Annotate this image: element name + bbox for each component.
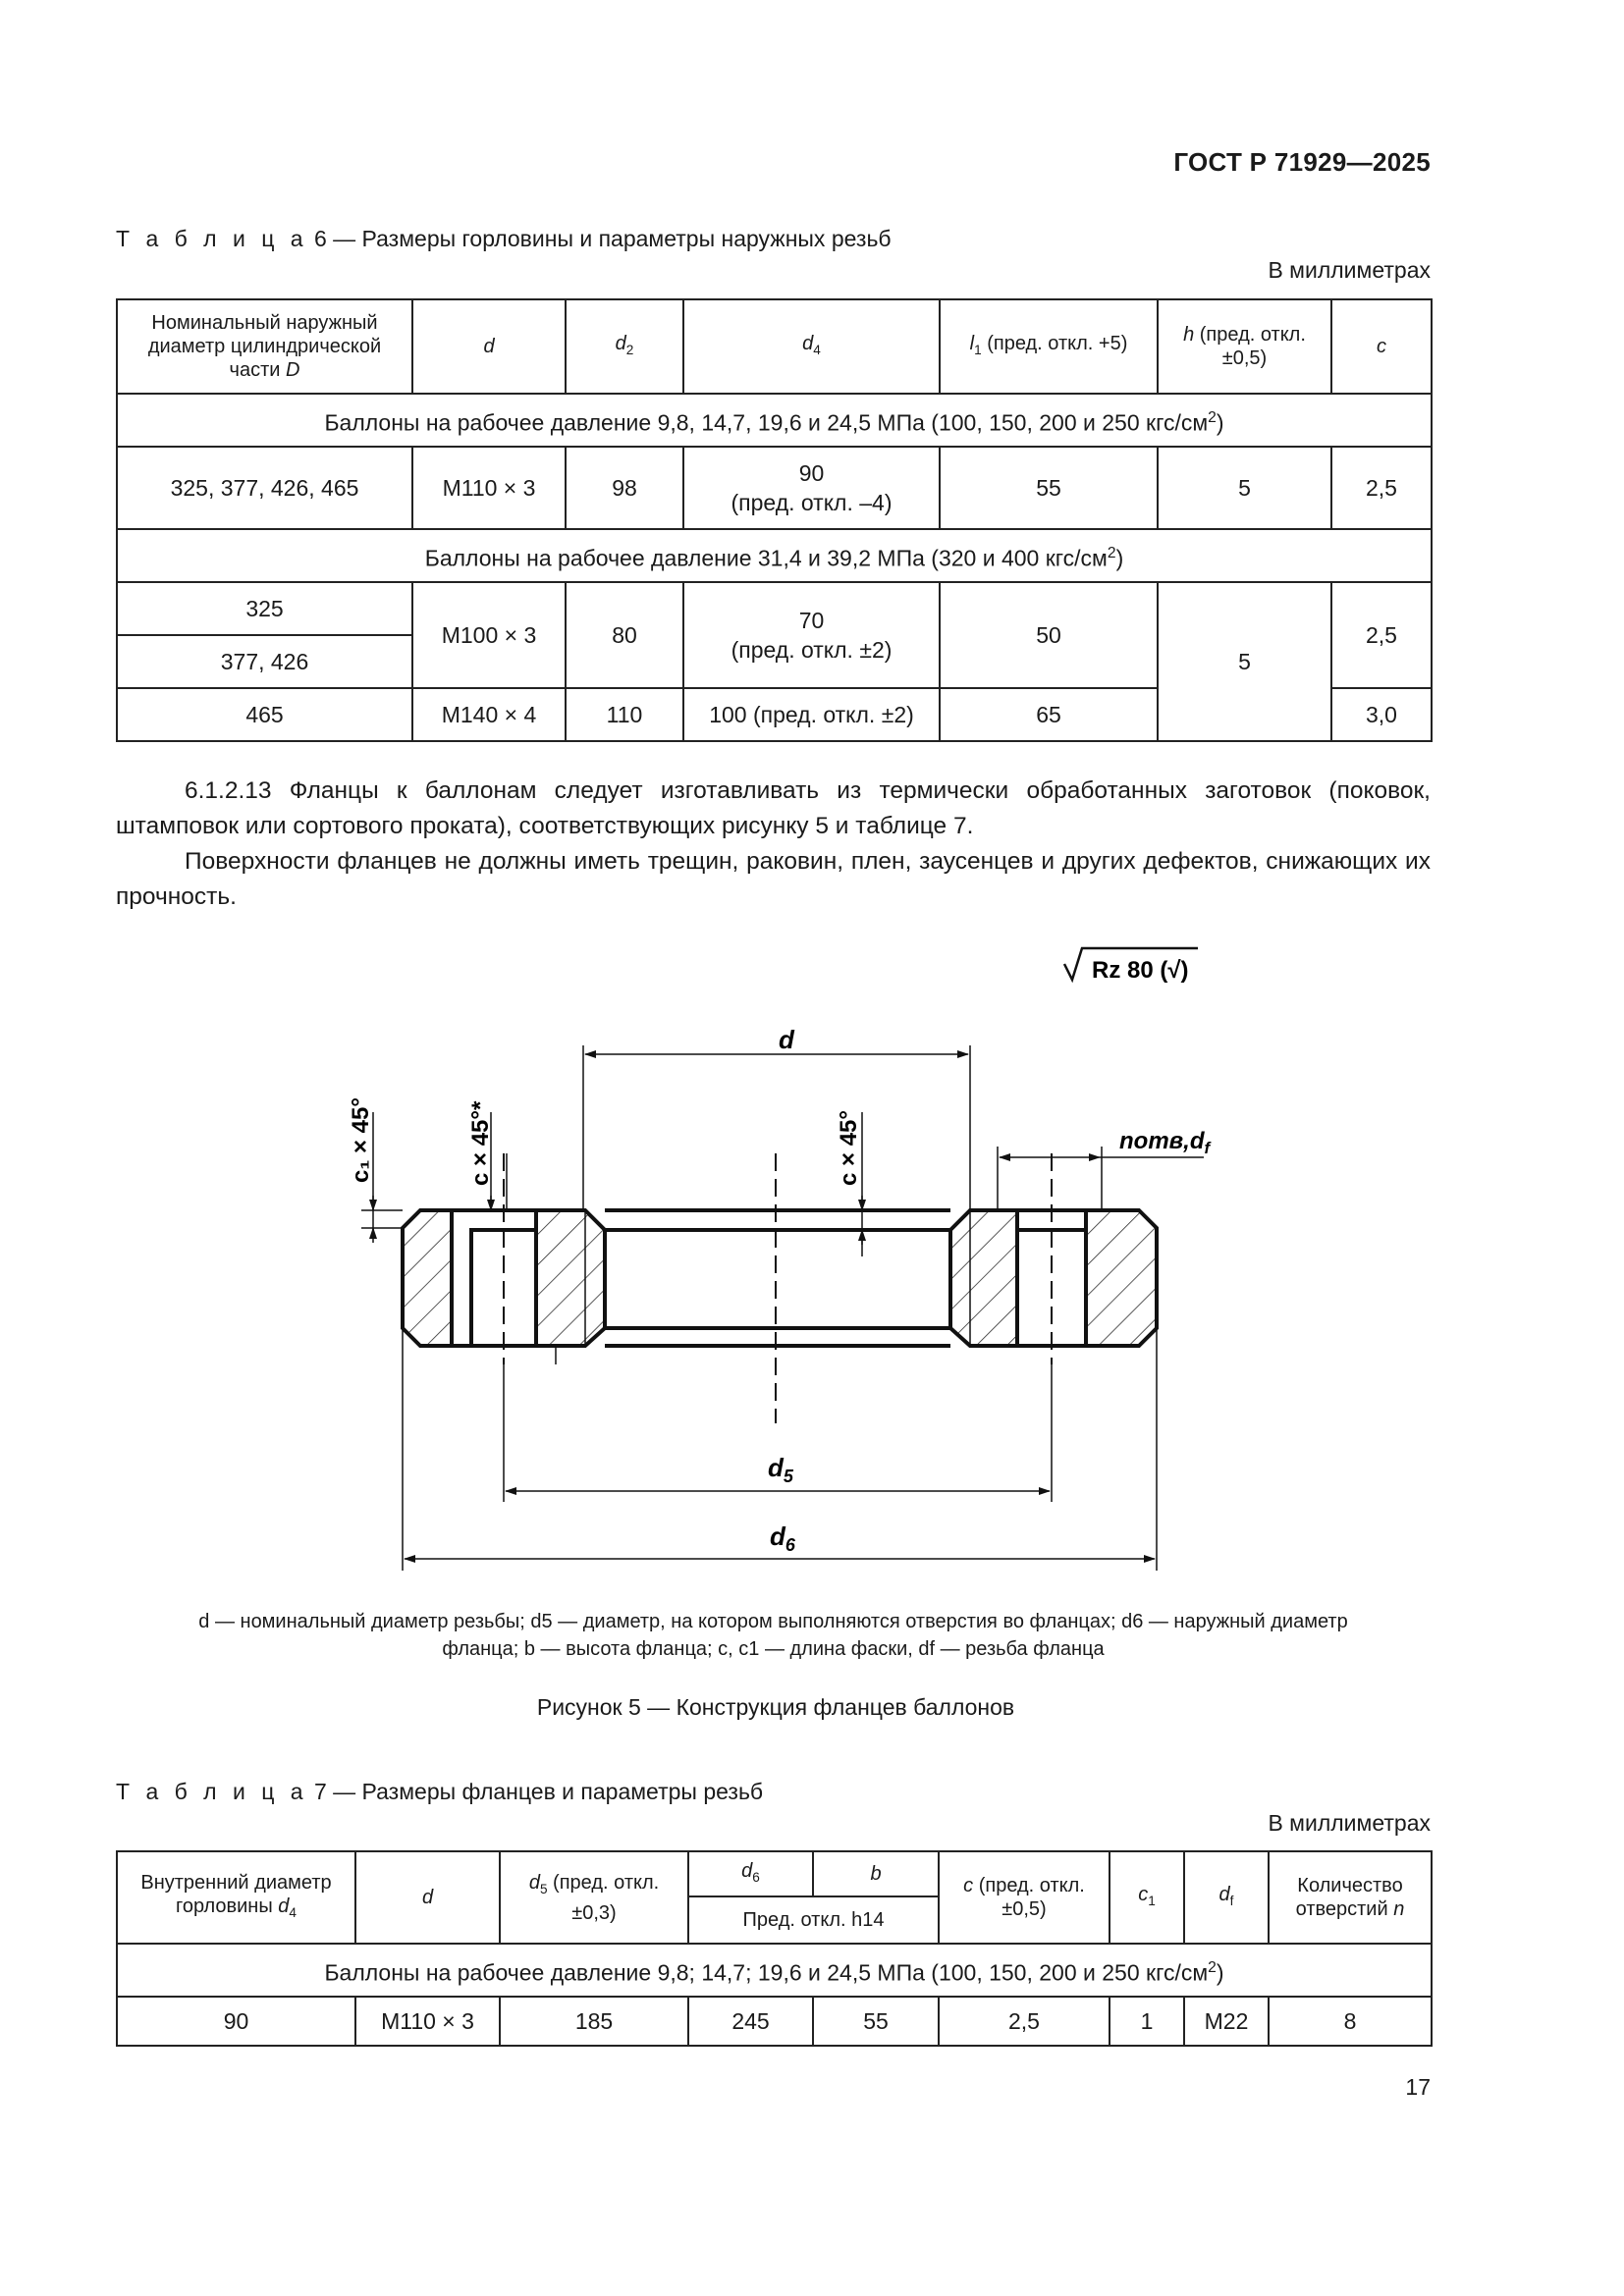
table6-head-d4: $d_4$ xyxy=(683,299,940,394)
legend-line-1: d — номинальный диаметр резьбы; d5 — диаметр, на котором выполняются отверстия во фланцах; d6 — наружный диаметр xyxy=(198,1611,1348,1632)
bolt-hole-dimension xyxy=(998,1128,1213,1210)
table7-head-c1: $c_1$ xyxy=(1110,1851,1184,1944)
dimension-d5-label: $d_5$ xyxy=(768,1453,793,1486)
table6-r3-l1: 65 xyxy=(940,688,1158,741)
table6-group1-title: Баллоны на рабочее давление 9,8, 14,7, 19,6 и 24,5 МПа (100, 150, 200 и 250 кгс/$см^2$) xyxy=(117,394,1432,447)
table6-r2-d: М100 × 3 xyxy=(412,582,566,688)
table6-r2-d2: 80 xyxy=(566,582,683,688)
table7 xyxy=(116,1850,1433,2047)
chamfer-c-star-label: c × 45°* xyxy=(467,1100,494,1186)
table6-r3-c: 3,0 xyxy=(1331,688,1432,741)
table6-r1-d2: 98 xyxy=(566,447,683,529)
body-text xyxy=(116,774,1431,915)
chamfer-c1-label: c₁ × 45° xyxy=(348,1097,374,1183)
table7-header-row-1 xyxy=(117,1851,1432,1896)
table6-r3-D: 465 xyxy=(117,688,412,741)
table7-r1-d5: 185 xyxy=(500,1997,688,2046)
table6-caption: Т а б л и ц а 6 — Размеры горловины и параметры наружных резьб xyxy=(116,226,892,251)
paragraph-surfaces: Поверхности фланцев не должны иметь трещин, раковин, плен, заусенцев и других дефектов, снижающих их прочность. xyxy=(116,848,1431,910)
table6 xyxy=(116,298,1433,742)
table6-r1-l1: 55 xyxy=(940,447,1158,529)
figure5-caption: Рисунок 5 — Конструкция фланцев баллонов xyxy=(536,1694,1015,1720)
table7-caption: Т а б л и ц а 7 — Размеры фланцев и параметры резьб xyxy=(116,1779,764,1804)
table6-head-h: h (пред. откл. ±0,5) xyxy=(1158,299,1331,394)
table7-r1-d6: 245 xyxy=(688,1997,813,2046)
table7-r1-d: М110 × 3 xyxy=(355,1997,500,2046)
table7-r1-b: 55 xyxy=(813,1997,939,2046)
roughness-label: Rz 80 (√) xyxy=(1092,957,1189,984)
paragraph-6-1-2-13: 6.1.2.13 Фланцы к баллонам следует изготавливать из термически обработанных заготовок (поковок, штамповок или сортового проката), соответствующих рисунку 5 и таблице 7. xyxy=(116,777,1431,839)
dimension-d-label: d xyxy=(779,1025,794,1054)
chamfer-c-label: c × 45° xyxy=(836,1110,862,1186)
table-row xyxy=(117,1997,1432,2046)
table-row xyxy=(117,582,1432,635)
table6-r2-Da: 325 xyxy=(117,582,412,635)
bolt-hole-label: $nотв,d_f$ xyxy=(1119,1128,1211,1157)
standard-number: ГОСТ Р 71929—2025 xyxy=(1173,147,1431,177)
table6-r2-d4: 70 (пред. откл. ±2) xyxy=(683,582,940,688)
page-number: 17 xyxy=(1405,2074,1431,2100)
table7-group1-title: Баллоны на рабочее давление 9,8; 14,7; 19,6 и 24,5 МПа (100, 150, 200 и 250 кгс/$см^2$) xyxy=(117,1944,1432,1997)
chamfer-c xyxy=(836,1110,878,1256)
table6-r3-d2: 110 xyxy=(566,688,683,741)
roughness-symbol xyxy=(1064,948,1198,984)
table7-head-d5: $d_5$ (пред. откл. ±0,3) xyxy=(500,1851,688,1944)
table6-head-c: c xyxy=(1331,299,1432,394)
table6-r2-l1: 50 xyxy=(940,582,1158,688)
table7-r1-c1: 1 xyxy=(1110,1997,1184,2046)
table6-r3-d4: 100 (пред. откл. ±2) xyxy=(683,688,940,741)
table6-group2-row xyxy=(117,529,1432,582)
table6-group2-title: Баллоны на рабочее давление 31,4 и 39,2 МПа (320 и 400 кгс/$см^2$) xyxy=(117,529,1432,582)
table6-group1-row xyxy=(117,394,1432,447)
table6-header-row xyxy=(117,299,1432,394)
table6-head-d2: $d_2$ xyxy=(566,299,683,394)
table6-head-l1: $l_1$ (пред. откл. +5) xyxy=(940,299,1158,394)
legend-line-2: фланца; b — высота фланца; c, c1 — длина фаски, df — резьба фланца xyxy=(442,1638,1105,1660)
table6-r2-h: 5 xyxy=(1158,582,1331,741)
table7-head-d4: Внутренний диаметр горловины $d_4$ xyxy=(117,1851,355,1944)
table6-r2-c: 2,5 xyxy=(1331,582,1432,688)
figure5-legend xyxy=(116,1608,1431,1663)
table7-head-c: c (пред. откл. ±0,5) xyxy=(939,1851,1110,1944)
table7-group1-row xyxy=(117,1944,1432,1997)
table7-r1-d4: 90 xyxy=(117,1997,355,2046)
dimension-d6-label: $d_6$ xyxy=(770,1522,795,1555)
table6-r1-d4: 90 (пред. откл. –4) xyxy=(683,447,940,529)
table6-r3-d: М140 × 4 xyxy=(412,688,566,741)
table6-r1-h: 5 xyxy=(1158,447,1331,529)
table6-r2-Db: 377, 426 xyxy=(117,635,412,688)
flange-section xyxy=(403,1210,1157,1364)
figure-5-flange-drawing xyxy=(0,933,1624,1600)
dimension-d6 xyxy=(403,1328,1157,1571)
table7-head-d6: $d_6$ xyxy=(688,1851,813,1896)
table7-head-d: d xyxy=(355,1851,500,1944)
table6-r1-c: 2,5 xyxy=(1331,447,1432,529)
table7-r1-df: М22 xyxy=(1184,1997,1269,2046)
table7-r1-c: 2,5 xyxy=(939,1997,1110,2046)
table7-head-n: Количество отверстий n xyxy=(1269,1851,1432,1944)
table7-head-df: $d_f$ xyxy=(1184,1851,1269,1944)
table7-r1-n: 8 xyxy=(1269,1997,1432,2046)
table7-head-b: b xyxy=(813,1851,939,1896)
chamfer-c-star xyxy=(467,1100,507,1210)
table6-units: В миллиметрах xyxy=(1268,257,1431,283)
table6-r1-D: 325, 377, 426, 465 xyxy=(117,447,412,529)
table6-r1-d: М110 × 3 xyxy=(412,447,566,529)
table-row xyxy=(117,447,1432,529)
table6-head-d: d xyxy=(412,299,566,394)
chamfer-c1 xyxy=(348,1097,403,1243)
table7-head-tolerance: Пред. откл. h14 xyxy=(688,1896,939,1944)
table7-units: В миллиметрах xyxy=(1268,1810,1431,1836)
table6-head-D: Номинальный наружный диаметр цилиндрической части D xyxy=(117,299,412,394)
dimension-d5 xyxy=(504,1364,1052,1502)
